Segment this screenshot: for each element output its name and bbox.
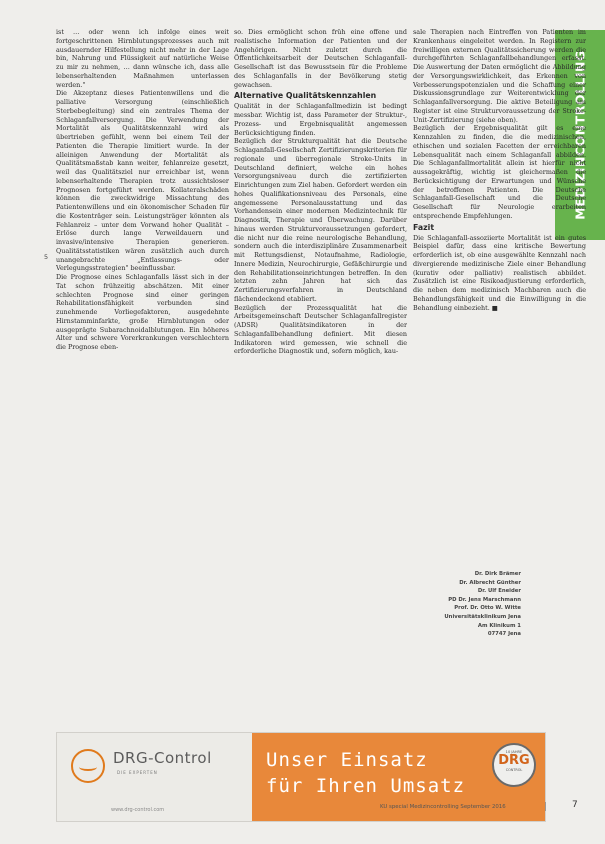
paragraph: Bezüglich der Ergebnisqualität gilt es eine Kennzahlen zu finden, die die medizinischen, ethischen und sozialen Facetten der erreichbaren Lebensqualität nach einem Schlaganfall abbilden. Die Schlaganfallmortalität allein ist hierfür nicht aussagekräftig, wichtig ist gleichermaßen die Berücksichtigung der Erwartungen und Wünsche der betroffenen Patienten. Die Deutsche Schlaganfall-Gesellschaft und die Deutsche Gesellschaft für Neurologie erarbeiten entsprechende Empfehlungen. [413, 124, 586, 220]
paragraph: Qualität in der Schlaganfallmedizin ist bedingt messbar. Wichtig ist, dass Parameter der Struktur-, Prozess- und Ergebnisqualität angemessen Berücksichtigung finden. [234, 102, 407, 137]
paragraph: Die Akzeptanz dieses Patientenwillens und die palliative Versorgung (einschließlich Sterbebegleitung) sind ein zentrales Thema der Schlaganfallversorgung. Die Verwendung der Mortalität als Qualitätskennzahl wird als übertrieben gefühlt, wenn bei einem Teil der Patienten die Therapie limitiert wurde. In der alleinigen Anwendung der Mortalität als Qualitätsmaßstab kann weiter, fehlanreize gesetzt, weil das Qualitätsziel nur erreichbar ist, wenn lebenserhaltende Therapien trotz aussichtsloser Prognosen fortgeführt werden. Kollateralschäden können die zweckwidrige Missachtung des Patientenwillens und ein ökonomischer Schaden für die Kostenträger sein. Leistungsträger könnten als Fehlanreiz – unter dem Vorwand hoher Qualität – Erlöse durch lange Verweildauern und invasive/intensive Therapien generieren. Qualitätsstatistiken wären zusätzlich auch durch unangebrachte „Entlassungs- oder Verlegungsstrategien" beeinflussbar. [56, 89, 229, 273]
ad-brand-panel [57, 733, 252, 821]
paragraph: ist … oder wenn ich infolge eines weit fortgeschrittenen Hirnblutungsprozesses auch mit ausdauernder Hilfestellung nicht mehr in der Lage bin, Nahrung und Flüssigkeit auf natürliche Weise zu mir zu nehmen, … dann wünsche ich, dass alle lebenserhaltenden Maßnahmen unterlassen werden." [56, 28, 229, 89]
footer-divider [545, 802, 546, 811]
ad-slogan-line: für Ihren Umsatz [266, 775, 466, 797]
badge-bottom-text: CONTROL [505, 768, 523, 772]
ad-url[interactable]: www.drg-control.com [111, 807, 165, 813]
author-line: 07747 Jena [487, 631, 521, 638]
section-heading: Alternative Qualitätskennzahlen [234, 91, 377, 101]
ad-slogan-line: Unser Einsatz [266, 749, 428, 771]
paragraph: sale Therapien nach Eintreffen von Patienten im Krankenhaus eingeleitet werden. In Registern zur freiwilligen externen Qualitätssicherung werden die durchgeführten Schlaganfallbehandlungen erfasst. Die Auswertung der Daten ermöglicht die Abbildung der Versorgungswirklichkeit, das Erkennen von Verbesserungspotenzialen und die Schaffung einer Diskussionsgrundlage zur Weiterentwicklung der Schlaganfallversorgung. Die aktive Beteiligung am Register ist eine Strukturvoraussetzung der Stroke-Unit-Zertifizierung (siehe oben). [413, 28, 586, 124]
text-column-1 [56, 28, 229, 694]
author-line: Prof. Dr. Otto W. Witte [454, 605, 521, 612]
author-line: Am Klinikum 1 [477, 622, 521, 629]
author-line: Dr. Albrecht Günther [459, 579, 521, 586]
text-column-3 [413, 28, 586, 580]
section-heading: Fazit [413, 222, 435, 232]
ad-brand: DRG-Control [113, 749, 212, 767]
page-number: 7 [572, 800, 578, 810]
badge-top-text: 10 JAHRE [505, 750, 523, 754]
paragraph: Bezüglich der Strukturqualität hat die Deutsche Schlaganfall-Gesellschaft Zertifizierungskriterien für regionale und überregionale Stroke-Units in Deutschland definiert, welche ein hohes Versorgungsniveau durch die zertifizierten Einrichtungen zum Ziel haben. Gefordert werden ein hohes Qualifikationsniveau des Personals, eine angemessene Personalausstattung und das Vorhandensein einer modernen Medizintechnik für Diagnostik, Therapie und Überwachung. Darüber hinaus werden Strukturvoraussetzungen gefordert, die nicht nur die reine neurologische Behandlung, sondern auch die interdisziplinäre Zusammenarbeit mit Rettungsdienst, Notaufnahme, Radiologie, Innere Medizin, Neurochirurgie, Gefäßchirurgie und den Rehabilitationseinrichtungen betreffen. In den letzten zehn Jahren hat sich das Zertifizierungsverfahren in Deutschland flächendeckend etabliert. [234, 137, 407, 303]
author-line: Dr. Ulf Eneider [477, 588, 521, 595]
author-line: Dr. Dirk Brämer [474, 571, 521, 577]
badge-main-text: DRG [498, 753, 530, 768]
anniversary-badge [492, 743, 536, 787]
margin-note: 5 [44, 253, 49, 261]
ad-slogan [266, 747, 465, 799]
paragraph: Die Prognose eines Schlaganfalls lässt sich in der Tat schon frühzeitig abschätzen. Mit einer schlechten Prognose sind einer geringen Rehabilitationsfähigkeit verbunden sind zunehmende Vorliegefaktoren, ausgedehnte Hirnstamminfarkte, große Hirnblutungen oder ausgeprägte Subarachnoidalblutungen. Ein höheres Alter und schwere Vorerkrankungen verschlechtern die Prognose eben- [56, 273, 229, 351]
text-column-2 [234, 28, 407, 694]
drg-logo-icon [71, 749, 105, 783]
author-line: PD Dr. Jens Marschmann [448, 596, 521, 603]
author-block [413, 570, 521, 639]
page-footer: KU special Medizincontrolling September 2016 [380, 804, 506, 810]
paragraph: Die Schlaganfall-assoziierte Mortalität ist ein gutes Beispiel dafür, dass eine kritische Bewertung erforderlich ist, ob eine ausgewählte Kennzahl nach divergierende medizinische Ziele einer Behandlung (kurativ oder palliativ) realistisch abbildet. Zusätzlich ist eine Risikoadjustierung erforderlich, die neben dem medizinisch Machbaren auch die Behandlungsfähigkeit und die Einwilligung in die Behandlung einbezieht. ■ [413, 233, 586, 312]
author-line: Universitätsklinikum Jena [444, 613, 521, 620]
ad-subtitle: DIE EXPERTEN [117, 770, 158, 775]
paragraph: so. Dies ermöglicht schon früh eine offene und realistische Information der Patienten und der Angehörigen. Nicht zuletzt durch die Öffentlichkeitsarbeit der Deutschen Schlaganfall-Gesellschaft ist das Bewusstsein für die Probleme des Schlaganfalls in der Bevölkerung stetig gewachsen. [234, 28, 407, 89]
paragraph: Bezüglich der Prozessqualität hat die Arbeitsgemeinschaft Deutscher Schlaganfallregister (ADSR) Qualitätsindikatoren in der Schlaganfallbehandlung definiert. Mit diesen Indikatoren wird gemessen, wie schnell die erforderliche Diagnostik und, sofern möglich, kau- [234, 303, 407, 356]
section-label: MEDIZINCONTROLLING [572, 50, 588, 220]
